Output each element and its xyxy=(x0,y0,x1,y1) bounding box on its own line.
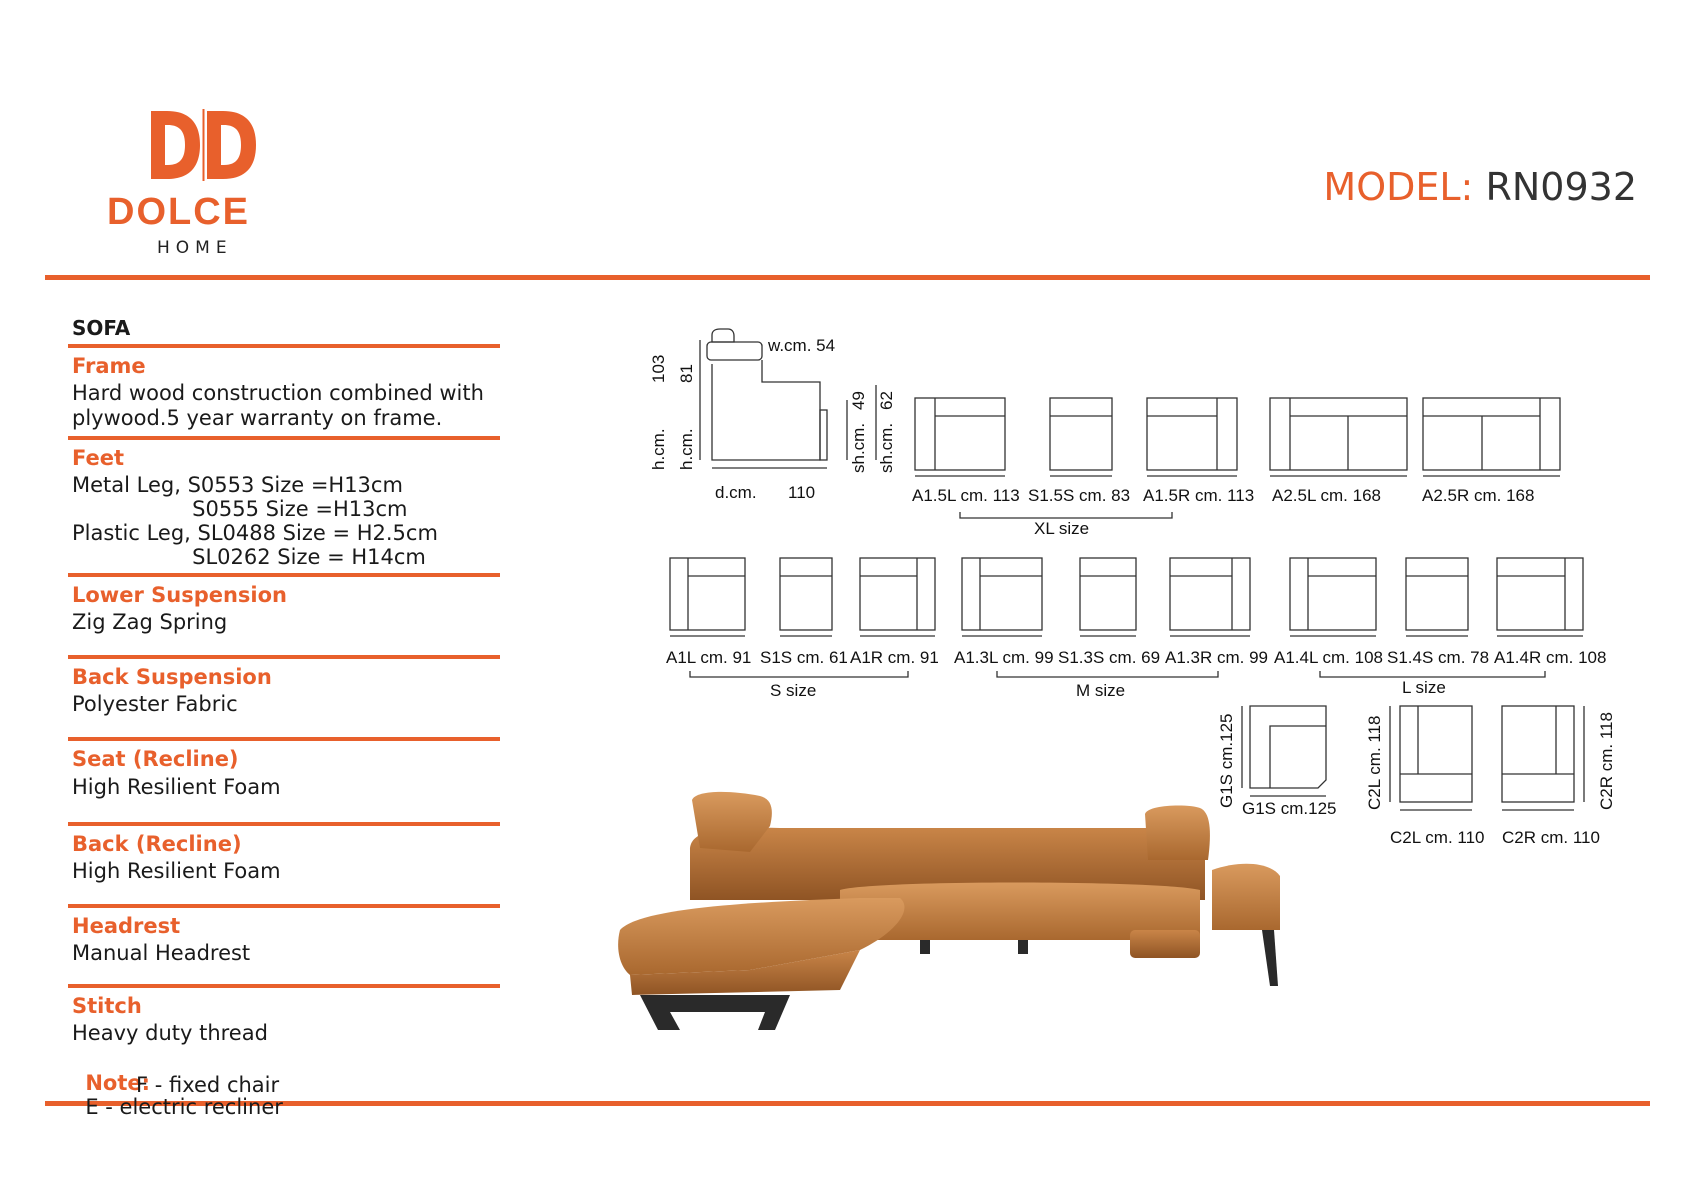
module-label: A1.4L cm. 108 xyxy=(1274,648,1383,667)
module-label: S1.3S cm. 69 xyxy=(1058,648,1161,667)
spec-heading: Frame xyxy=(72,354,146,378)
c2r-side: C2R cm. 118 xyxy=(1597,712,1616,810)
row2-modules xyxy=(666,558,1606,700)
module-label: A2.5L cm. 168 xyxy=(1272,486,1381,505)
d-dim: d.cm. xyxy=(715,483,757,502)
brand-name: DOLCE xyxy=(107,191,250,233)
spec-heading: Seat (Recline) xyxy=(72,747,239,771)
w-dim: w.cm. 54 xyxy=(768,336,836,355)
brand-logo xyxy=(105,105,290,258)
spec-rule xyxy=(68,822,500,826)
module-label: S1.4S cm. 78 xyxy=(1387,648,1490,667)
c2l-bottom: C2L cm. 110 xyxy=(1390,828,1485,847)
spec-rule xyxy=(68,573,500,577)
size-group-l: L size xyxy=(1402,678,1446,697)
header-rule xyxy=(45,275,1650,280)
sh49-dim: 49 xyxy=(849,391,868,410)
footer-rule xyxy=(45,1101,1650,1106)
spec-text: High Resilient Foam xyxy=(72,859,281,883)
dd-logo-icon xyxy=(105,105,290,185)
spec-rule xyxy=(68,436,500,440)
brand-sub: HOME xyxy=(157,238,233,258)
spec-heading: Feet xyxy=(72,446,125,470)
spec-rule xyxy=(68,655,500,659)
module-label: A1R cm. 91 xyxy=(850,648,939,667)
hcm-dim: h.cm. xyxy=(649,428,668,470)
module-label: A1.5L cm. 113 xyxy=(912,486,1020,505)
shcm-dim: sh.cm. xyxy=(877,422,896,473)
side-view xyxy=(649,329,896,502)
size-group-xl: XL size xyxy=(1034,519,1090,538)
spec-rule xyxy=(68,737,500,741)
module-label: A1.5R cm. 113 xyxy=(1143,486,1255,505)
model-title xyxy=(1323,165,1637,209)
size-group-m: M size xyxy=(1076,681,1126,700)
module-label: S1.5S cm. 83 xyxy=(1028,486,1131,505)
module-label: S1S cm. 61 xyxy=(760,648,848,667)
row1-modules xyxy=(912,398,1560,538)
module-label: A1L cm. 91 xyxy=(666,648,752,667)
note-line1: E - electric recliner xyxy=(85,1095,283,1119)
note-label: Note: xyxy=(85,1071,151,1095)
d-val: 110 xyxy=(788,483,816,502)
spec-heading: Back (Recline) xyxy=(72,832,242,856)
spec-rule xyxy=(68,344,500,348)
module-label: A2.5R cm. 168 xyxy=(1422,486,1535,505)
c2l-side: C2L cm. 118 xyxy=(1365,715,1384,810)
spec-heading: Stitch xyxy=(72,994,142,1018)
module-label: A1.3L cm. 99 xyxy=(954,648,1054,667)
g1s-side: G1S cm.125 xyxy=(1217,713,1236,808)
spec-text: Zig Zag Spring xyxy=(72,610,228,634)
shcm-dim: sh.cm. xyxy=(849,422,868,473)
module-label: A1.4R cm. 108 xyxy=(1494,648,1607,667)
h103-dim: 103 xyxy=(649,354,668,383)
g1s-bottom: G1S cm.125 xyxy=(1242,799,1337,818)
spec-text: Hard wood construction combined with plywood.5 year warranty on frame. xyxy=(72,381,484,430)
size-group-s: S size xyxy=(770,681,817,700)
spec-text: High Resilient Foam xyxy=(72,775,281,799)
hcm-dim: h.cm. xyxy=(677,428,696,470)
spec-text: Metal Leg, S0553 Size =H13cm S0555 Size =H13cm Plastic Leg, SL0488 Size = H2.5cm SL0262 Size = H14cm xyxy=(72,473,438,569)
spec-heading: Lower Suspension xyxy=(72,583,287,607)
h81-dim: 81 xyxy=(677,364,696,383)
spec-heading: Back Suspension xyxy=(72,665,272,689)
category-title: SOFA xyxy=(72,316,131,340)
spec-text: Manual Headrest xyxy=(72,941,251,965)
note-line2: F - fixed chair xyxy=(136,1073,280,1097)
model-label: MODEL: xyxy=(1323,165,1474,209)
spec-rule xyxy=(68,984,500,988)
sh62-dim: 62 xyxy=(877,391,896,410)
spec-text: Polyester Fabric xyxy=(72,692,238,716)
sofa-photo xyxy=(600,790,1320,1090)
spec-text: Heavy duty thread xyxy=(72,1021,268,1045)
c2r-bottom: C2R cm. 110 xyxy=(1502,828,1600,847)
model-code: RN0932 xyxy=(1485,165,1637,209)
dimension-diagrams xyxy=(640,320,1670,860)
module-label: A1.3R cm. 99 xyxy=(1165,648,1268,667)
spec-rule xyxy=(68,904,500,908)
spec-heading: Headrest xyxy=(72,914,181,938)
